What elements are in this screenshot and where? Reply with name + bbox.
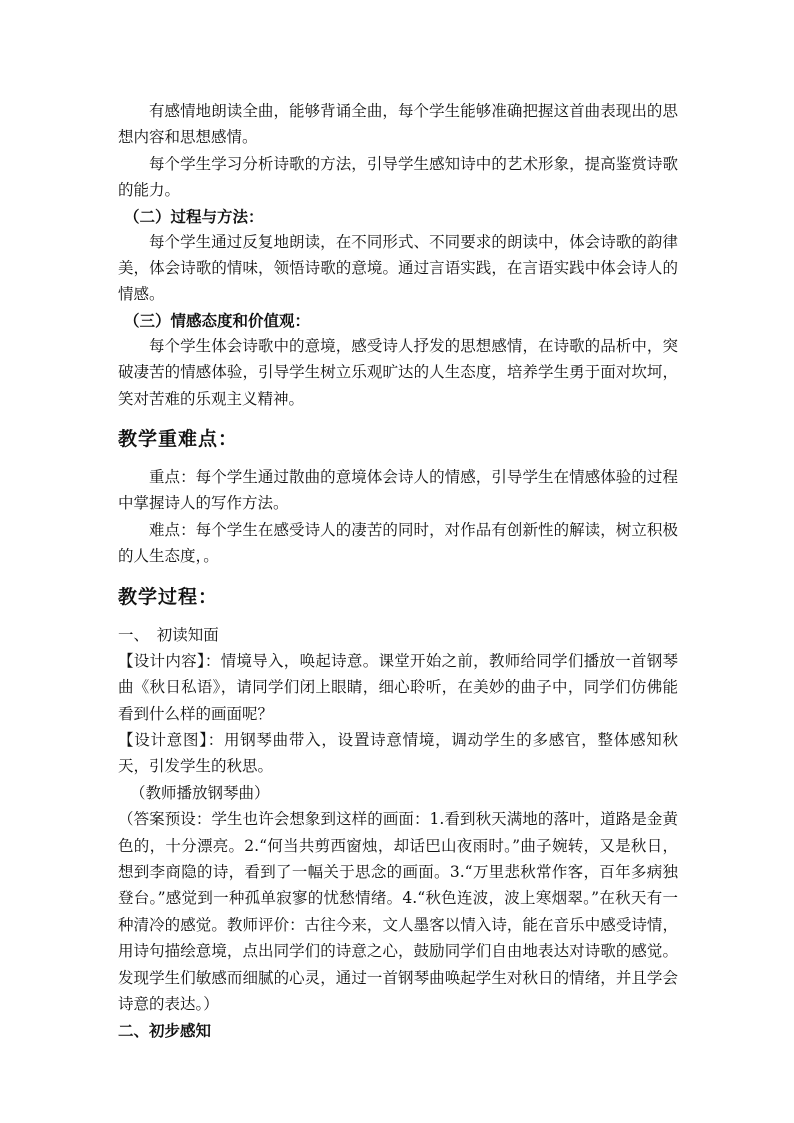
document-body (118, 98, 678, 1044)
answer-preset: （答案预设：学生也许会想象到这样的画面：1.看到秋天满地的落叶，道路是金黄色的，十分漂亮。2.“何当共剪西窗烛，却话巴山夜雨时。”曲子婉转，又是秋日，想到李商隐的诗，看到了一幅关于思念的画面。3.“万里悲秋常作客，百年多病独登台。”感觉到一种孤单寂寥的忧愁情绪。4.“秋色连波，波上寒烟翠。”在秋天有一种清冷的感觉。教师评价：古往今来，文人墨客以情入诗，能在音乐中感受诗情，用诗句描绘意境，点出同学们的诗意之心，鼓励同学们自由地表达对诗歌的感觉。发现学生们敏感而细腻的心灵，通过一首钢琴曲唤起学生对秋日的情绪，并且学会诗意的表达。） (118, 810, 678, 1013)
design-intent: 【设计意图】：用钢琴曲带入，设置诗意情境，调动学生的多感官，整体感知秋天，引发学生的秋思。 (118, 730, 678, 776)
step-2-heading: 二、初步感知 (118, 1021, 212, 1041)
emotion-values-text: 每个学生体会诗歌中的意境，感受诗人抒发的思想感情，在诗歌的品析中，突破凄苦的情感体验，引导学生树立乐观旷达的人生态度，培养学生勇于面对坎坷，笑对苦难的乐观主义精神。 (118, 336, 678, 408)
process-method-text: 每个学生通过反复地朗读，在不同形式、不同要求的朗读中，体会诗歌的韵律美，体会诗歌的情味，领悟诗歌的意境。通过言语实践，在言语实践中体会诗人的情感。 (118, 232, 678, 304)
objective-paragraph-2: 每个学生学习分析诗歌的方法，引导学生感知诗中的艺术形象，提高鉴赏诗歌的能力。 (118, 154, 678, 200)
key-points-heading: 教学重难点： (118, 428, 239, 451)
process-method-heading: （二）过程与方法： (124, 206, 264, 226)
key-point-difficulty: 难点：每个学生在感受诗人的凄苦的同时，对作品有创新性的解读，树立积极的人生态度，。 (118, 520, 678, 566)
design-content: 【设计内容】：情境导入，唤起诗意。课堂开始之前，教师给同学们播放一首钢琴曲《秋日私语》，请同学们闭上眼睛，细心聆听，在美妙的曲子中，同学们仿佛能看到什么样的画面呢？ (118, 651, 678, 723)
emotion-values-heading: （三）情感态度和价值观： (124, 310, 311, 330)
teacher-note: （教师播放钢琴曲） (130, 783, 270, 802)
step-1-heading: 一、 初读知面 (118, 625, 219, 644)
objective-paragraph-1: 有感情地朗读全曲，能够背诵全曲，每个学生能够准确把握这首曲表现出的思想内容和思想感情。 (118, 102, 678, 147)
key-point-focus: 重点：每个学生通过散曲的意境体会诗人的情感，引导学生在情感体验的过程中掌握诗人的写作方法。 (118, 468, 678, 513)
teaching-process-heading: 教学过程： (118, 585, 219, 608)
